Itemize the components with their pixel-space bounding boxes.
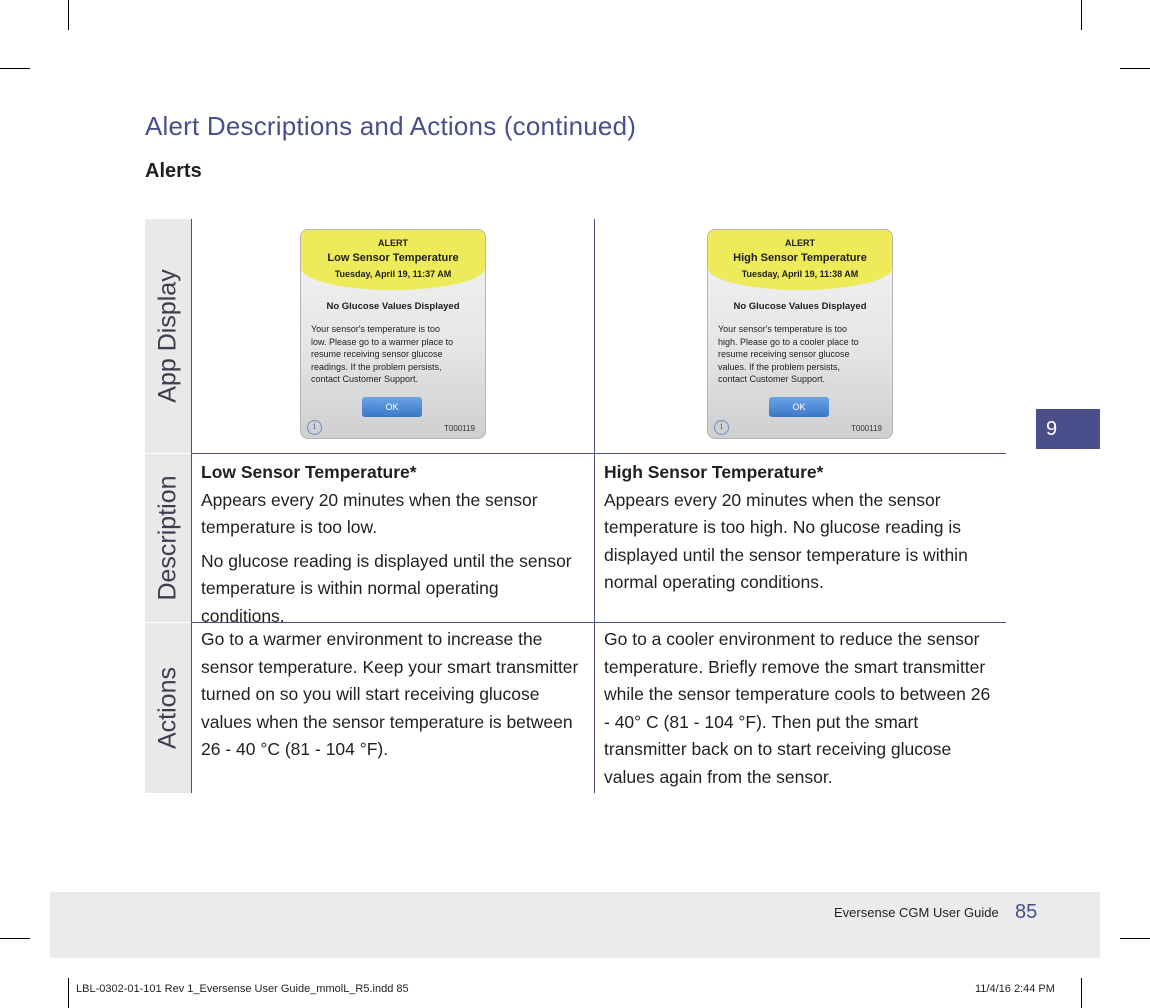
row-divider xyxy=(191,453,1006,454)
row-label-actions: Actions xyxy=(145,623,191,793)
title-continued: (continued) xyxy=(503,111,637,141)
crop-mark xyxy=(1081,0,1082,30)
page-number: 85 xyxy=(1015,901,1038,923)
ok-button[interactable]: OK xyxy=(769,397,829,417)
app-alert-screenshot-low xyxy=(300,229,486,439)
guide-title: Eversense CGM User Guide xyxy=(834,905,999,920)
alert-message: Your sensor's temperature is too high. Please go to a cooler place to resume receiving sensor glucose values. If the problem persists, contact Customer Support. xyxy=(718,324,859,384)
alert-title: Low Sensor Temperature xyxy=(327,252,459,264)
app-alert-screenshot-high xyxy=(707,229,893,439)
section-heading: Alerts xyxy=(145,160,202,182)
ok-button[interactable]: OK xyxy=(362,397,422,417)
alert-datetime: Tuesday, April 19, 11:37 AM xyxy=(334,269,452,279)
actions-low: Go to a warmer environment to increase the sensor temperature. Keep your smart transmitter turned on so you will start receiving glucose values when the sensor temperature is between 26 - 40 °C (81 - 104 °F). xyxy=(201,629,579,759)
description-text: Appears every 20 minutes when the sensor temperature is too low. xyxy=(201,489,538,537)
description-text: No glucose reading is displayed until the sensor temperature is within normal operating conditions. xyxy=(201,550,572,626)
alert-label: ALERT xyxy=(378,238,408,248)
crop-mark xyxy=(68,0,69,30)
alert-label: ALERT xyxy=(785,238,815,248)
chapter-tab: 9 xyxy=(1036,409,1100,449)
page-title: Alert Descriptions and Actions (continued) xyxy=(145,111,637,141)
crop-mark xyxy=(1120,938,1150,939)
alert-code: T000119 xyxy=(851,424,882,433)
row-label-description: Description xyxy=(145,454,191,622)
slug-date: 11/4/16 2:44 PM xyxy=(975,983,1055,995)
info-icon[interactable]: i xyxy=(714,420,729,435)
actions-high: Go to a cooler environment to reduce the sensor temperature. Briefly remove the smart transmitter while the sensor temperature cools to between 26 - 40° C (81 - 104 °F). Then put the smart transmitter back on to start receiving glucose values again from the sensor. xyxy=(604,629,991,787)
alert-status: No Glucose Values Displayed xyxy=(326,301,460,312)
alert-title: High Sensor Temperature xyxy=(733,252,867,264)
description-high xyxy=(604,459,989,603)
description-title: Low Sensor Temperature* xyxy=(201,462,417,482)
info-icon[interactable]: i xyxy=(307,420,322,435)
slug-file: LBL-0302-01-101 Rev 1_Eversense User Guide_mmolL_R5.indd 85 xyxy=(76,983,409,995)
crop-mark xyxy=(0,68,30,69)
description-title: High Sensor Temperature* xyxy=(604,462,824,482)
row-label-app-display: App Display xyxy=(145,219,191,453)
description-low xyxy=(201,459,586,636)
column-divider xyxy=(594,219,595,793)
alert-datetime: Tuesday, April 19, 11:38 AM xyxy=(741,269,859,279)
column-divider xyxy=(191,219,192,793)
alert-message: Your sensor's temperature is too low. Please go to a warmer place to resume receiving sensor glucose readings. If the problem persists, contact Customer Support. xyxy=(311,324,454,384)
alert-status: No Glucose Values Displayed xyxy=(733,301,867,312)
alert-code: T000119 xyxy=(444,424,475,433)
crop-mark xyxy=(0,938,30,939)
description-text: Appears every 20 minutes when the sensor temperature is too high. No glucose reading is displayed until the sensor temperature is within normal operating conditions. xyxy=(604,489,968,592)
crop-mark xyxy=(68,978,69,1008)
crop-mark xyxy=(1081,978,1082,1008)
crop-mark xyxy=(1120,68,1150,69)
page-footer xyxy=(50,892,1100,958)
